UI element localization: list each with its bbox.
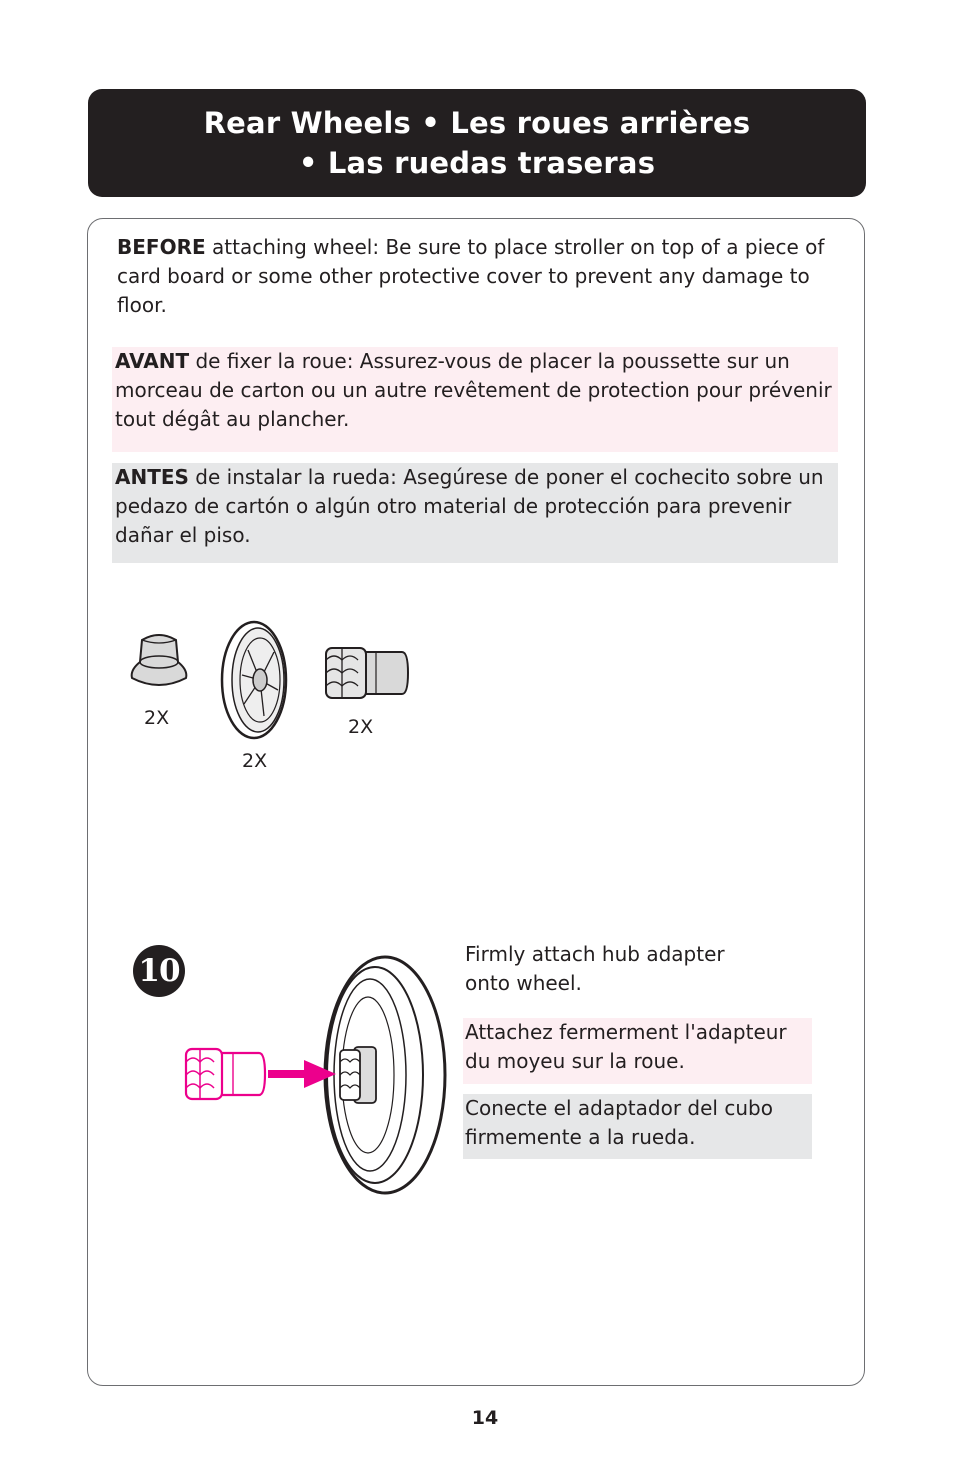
note-spanish-lead: ANTES — [115, 465, 189, 489]
wheel-quantity: 2X — [242, 750, 268, 772]
arrow-right-icon — [268, 1058, 338, 1090]
note-french — [112, 347, 838, 452]
hub-adapter-quantity: 2X — [348, 716, 374, 738]
pink-hub-adapter-icon — [183, 1046, 267, 1102]
hub-cap-icon — [128, 632, 190, 690]
hub-cap-quantity: 2X — [144, 707, 170, 729]
section-title-bar — [88, 89, 866, 197]
note-french-text: de fixer la roue: Assurez-vous de placer la poussette sur un morceau de carton ou un autre revêtement de protection pour prévenir tout dégât au plancher. — [115, 349, 832, 431]
step-instruction-french: Attachez fermerment l'adapteur du moyeu sur la roue. — [463, 1018, 812, 1084]
note-spanish — [112, 463, 838, 563]
note-spanish-text: de instalar la rueda: Asegúrese de poner el cochecito sobre un pedazo de cartón o algún otro material de protección para prevenir dañar el piso. — [115, 465, 824, 547]
note-french-lead: AVANT — [115, 349, 190, 373]
hub-adapter-icon — [320, 644, 410, 702]
section-title-line-2: • Las ruedas traseras — [298, 146, 656, 180]
page-number: 14 — [471, 1407, 499, 1429]
wheel-icon — [220, 620, 288, 740]
note-english — [117, 233, 842, 320]
note-english-lead: BEFORE — [117, 235, 206, 259]
step-instruction-spanish: Conecte el adaptador del cubo firmemente a la rueda. — [463, 1094, 812, 1159]
note-english-text: attaching wheel: Be sure to place stroller on top of a piece of card board or some other protective cover to prevent any damage to floor. — [117, 235, 825, 317]
step-number-badge: 10 — [133, 945, 185, 997]
section-title-line-1: Rear Wheels • Les roues arrières — [203, 106, 751, 140]
step-instruction-english: Firmly attach hub adapter onto wheel. — [465, 942, 725, 995]
